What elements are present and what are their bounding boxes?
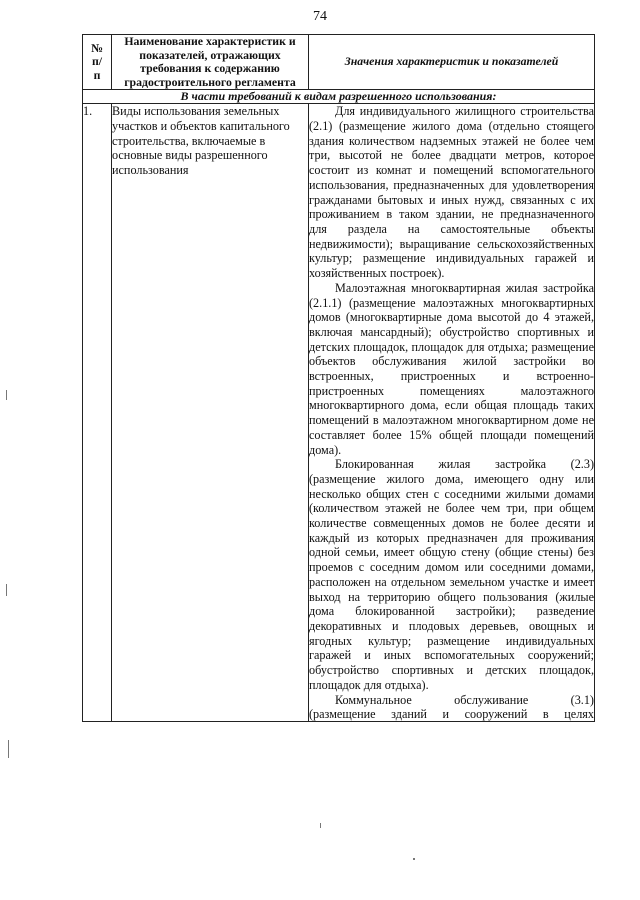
value-paragraph: Коммунальное обслуживание (3.1) [335, 692, 594, 707]
header-number-line: № [91, 40, 103, 55]
header-number-line: п [93, 67, 101, 82]
scan-mark [413, 858, 415, 860]
row-characteristic-name: Виды использования земельных участков и объектов капитального строительства, включаемые в основные виды разрешенного использования [112, 104, 309, 722]
value-paragraph: Малоэтажная многоквартирная жилая застройка (2.1.1) (размещение малоэтажных многоквартирных домов (многоквартирные дома высотой до 4 этажей, включая мансардный); обустройство спортивных и детских площадок, площадок для отдыха; размещение объектов обслуживания жилой застройки во встроенных, пристроенных и встроенно-пристроенных помещениях малоэтажного многоквартирного дома, если общая площадь таких помещений в малоэтажном многоквартирном доме не составляет более 15% общей площади помещений дома). [309, 280, 594, 457]
scan-mark [320, 823, 321, 828]
page-number: 74 [313, 9, 327, 24]
section-title: В части требований к видам разрешенного использования: [83, 90, 595, 104]
header-characteristic-values: Значения характеристик и показателей [309, 35, 595, 90]
value-paragraph: Для индивидуального жилищного строительства (2.1) (размещение жилого дома (отдельно стоящего здания количеством надземных этажей не более чем три, высотой не более двадцати метров, которое состоит из комнат и помещений вспомогательного использования, предназначенных для удовлетворения гражданами бытовых и иных нужд, связанных с их проживанием в таком здании, не предназначенного для раздела на самостоятельные объекты недвижимости); выращивание сельскохозяйственных культур; размещение индивидуальных гаражей и хозяйственных построек). [309, 104, 594, 281]
scan-mark [8, 740, 9, 758]
value-paragraph: Блокированная жилая застройка (2.3) (размещение жилого дома, имеющего одну или несколько общих стен с соседними жилыми домами (количеством этажей не более чем три, при общем количестве совмещенных домов не более десяти и каждый из которых предназначен для проживания одной семьи, имеет общую стену (общие стены) без проемов с соседним домом или соседними домами, расположен на отдельном земельном участке и имеет выход на территорию общего пользования (жилые дома блокированной застройки); разведение декоративных и плодовых деревьев, овощных и ягодных культур; размещение индивидуальных гаражей и иных вспомогательных сооружений; обустройство спортивных и детских площадок, площадок для отдыха). [309, 457, 594, 692]
table-row [83, 104, 595, 722]
table-header-row [83, 35, 595, 90]
section-row [83, 90, 595, 104]
row-number: 1. [83, 104, 112, 722]
header-number-line: п/ [91, 54, 103, 69]
regulation-table [82, 34, 595, 722]
header-characteristic-name: Наименование характеристик и показателей, отражающих требования к содержанию градостроительного регламента [112, 35, 309, 90]
row-characteristic-values [309, 104, 595, 722]
scan-mark [6, 390, 7, 400]
value-paragraph-cut-line: (размещение зданий и сооружений в целях [309, 707, 594, 722]
header-number [83, 35, 112, 90]
scan-mark [6, 584, 7, 596]
